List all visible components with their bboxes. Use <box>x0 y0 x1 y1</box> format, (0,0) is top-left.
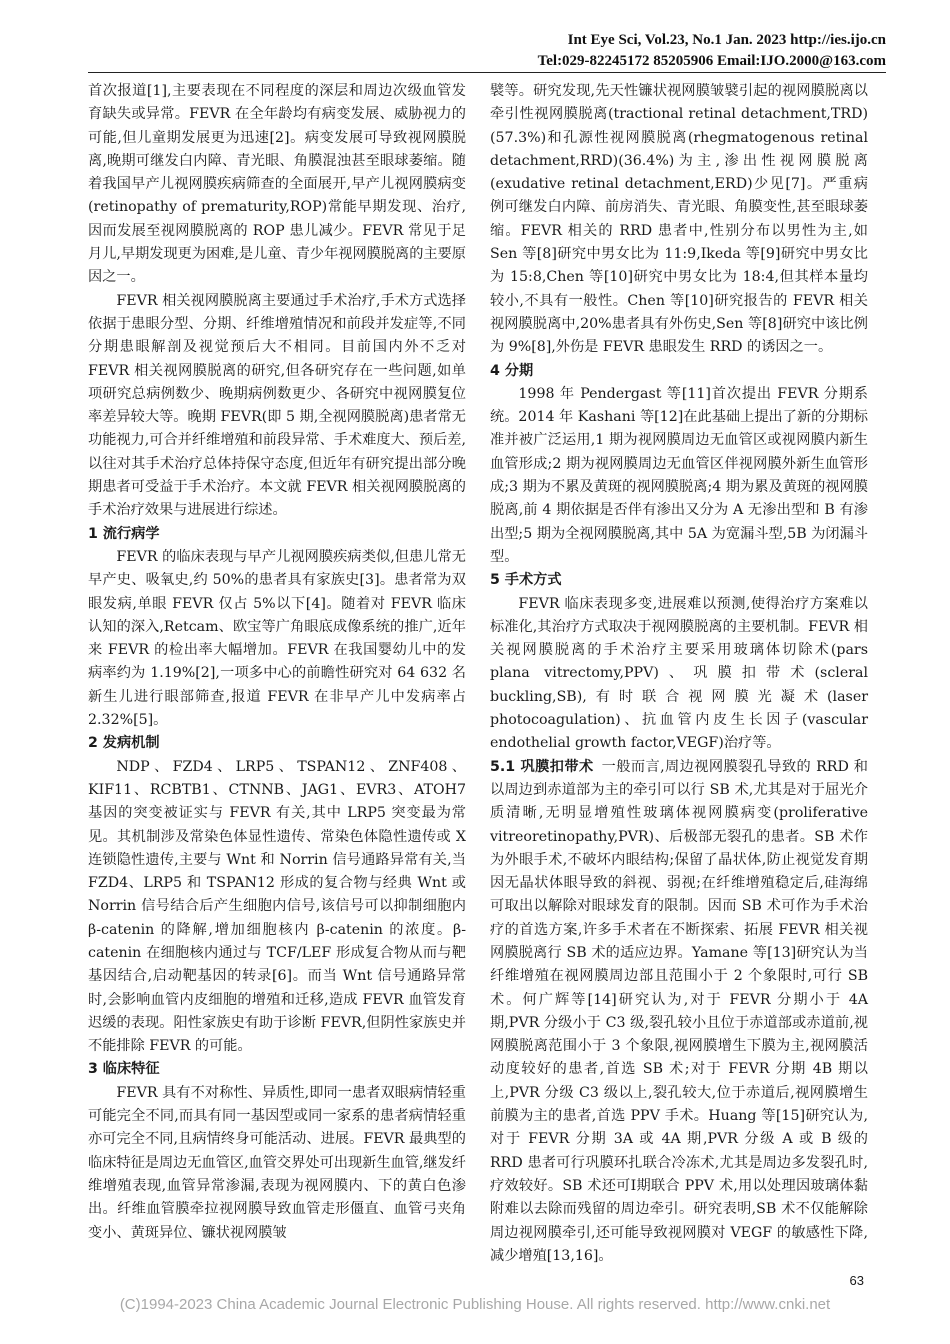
paragraph: FEVR 具有不对称性、异质性,即同一患者双眼病情轻重可能完全不同,而具有同一基因型或同一家系的患者病情轻重亦可完全不同,且病情终身可能活动、进展。FEVR 最典型的临床特征是周边无血管区,血管交界处可出现新生血管,继发纤维增殖表现,血管异常渗漏,表现为视网膜内、下的黄白色渗出。纤维血管膜牵拉视网膜导致血管走形僵直、血管弓夹角变小、黄斑异位、镰状视网膜皱 <box>88 1084 466 1241</box>
copyright-footer: (C)1994-2023 China Academic Journal Electronic Publishing House. All rights reserved. http://www.cnki.net <box>119 1296 831 1313</box>
section-heading: 1 流行病学 <box>88 525 160 542</box>
left-column <box>88 80 466 1245</box>
section-heading: 2 发病机制 <box>88 735 160 752</box>
section-heading: 4 分期 <box>490 362 534 379</box>
running-header <box>538 30 886 72</box>
header-rule <box>88 72 886 73</box>
subsection-heading: 5.1 巩膜扣带术 <box>490 758 594 775</box>
paragraph: 襞等。研究发现,先天性镰状视网膜皱襞引起的视网膜脱离以牵引性视网膜脱离(tractional retinal detachment,TRD)(57.3%)和孔源性视网膜脱离(rhegmatogenous retinal detachment,RRD)(36.4%)为主,渗出性视网膜脱离(exudative retinal detachment,ERD)少见[7]。严重病例可继发白内障、前房消失、青光眼、角膜变性,甚至眼球萎缩。FEVR 相关的 RRD 患者中,性别分布以男性为主,如 Sen 等[8]研究中男女比为 11:9,Ikeda 等[9]研究中男女比为 15:8,Chen 等[10]研究中男女比为 18:4,但其样本量均较小,不具有一般性。Chen 等[10]研究报告的 FEVR 相关视网膜脱离中,20%患者具有外伤史,Sen 等[8]研究中该比例为 9%[8],外伤是 FEVR 患眼发生 RRD 的诱因之一。 <box>490 83 868 356</box>
subsection-text: 一般而言,周边视网膜裂孔导致的 RRD 和以周边到赤道部为主的牵引可以行 SB 术,尤其是对于屈光介质清晰,无明显增殖性玻璃体视网膜病变(proliferative vitreoretinopathy,PVR)、后极部无裂孔的患者。SB 术作为外眼手术,不破坏内眼结构;保留了晶状体,防止视觉发育期因无晶状体眼导致的斜视、弱视;在纤维增殖稳定后,硅海绵可取出以解除对眼球发育的限制。因而 SB 术可作为手术治疗的首选方案,许多手术者在不断探索、拓展 FEVR 相关视网膜脱离行 SB 术的适应边界。Yamane 等[13]研究认为当纤维增殖在视网膜周边部且范围小于 2 个象限时,可行 SB 术。何广辉等[14]研究认为,对于 FEVR 分期小于 4A 期,PVR 分级小于 C3 级,裂孔较小且位于赤道部或赤道前,视网膜脱离范围小于 3 个象限,视网膜增生下膜为主,视网膜活动度较好的患者,首选 SB 术;对于 FEVR 分期 4B 期以上,PVR 分级 C3 级以上,裂孔较大,位于赤道后,视网膜增生前膜为主的患者,首选 PPV 手术。Huang 等[15]研究认为,对于 FEVR 分期 3A 或 4A 期,PVR 分级 A 或 B 级的 RRD 患者可行巩膜环扎联合冷冻术,尤其是周边多发裂孔时,疗效较好。SB 术还可Ⅰ期联合 PPV 术,用以处理因玻璃体黏附难以去除而残留的周边牵引。研究表明,SB 术不仅能解除周边视网膜牵引,还可能导致视网膜对 VEGF 的敏感性下降,减少增殖[13,16]。 <box>490 758 868 1264</box>
paragraph: 1998 年 Pendergast 等[11]首次提出 FEVR 分期系统。2014 年 Kashani 等[12]在此基础上提出了新的分期标准并被广泛运用,1 期为视网膜周边无血管区或视网膜内新生血管形成;2 期为视网膜周边无血管区伴视网膜外新生血管形成;3 期为不累及黄斑的视网膜脱离;4 期为累及黄斑的视网膜脱离,前 4 期依据是否伴有渗出又分为 A 无渗出型和 B 有渗出型;5 期为全视网膜脱离,其中 5A 为宽漏斗型,5B 为闭漏斗型。 <box>490 385 868 565</box>
header-contact-line: Tel:029-82245172 85205906 Email:IJO.2000@163.com <box>537 53 886 69</box>
header-journal-line: Int Eye Sci, Vol.23, No.1 Jan. 2023 http://ies.ijo.cn <box>567 32 886 48</box>
right-column <box>490 80 868 1268</box>
paragraph: FEVR 的临床表现与早产儿视网膜疾病类似,但患儿常无早产史、吸氧史,约 50%的患者具有家族史[3]。患者常为双眼发病,单眼 FEVR 仅占 5%以下[4]。随着对 FEVR 临床认知的深入,Retcam、欧宝等广角眼底成像系统的推广,近年来 FEVR 的检出率大幅增加。FEVR 在我国婴幼儿中的发病率约为 1.19%[2],一项多中心的前瞻性研究对 64 632 名新生儿进行眼部筛查,报道 FEVR 在非早产儿中发病率占 2.32%[5]。 <box>88 548 466 729</box>
page-number: 63 <box>849 1273 864 1288</box>
section-heading: 5 手术方式 <box>490 572 562 589</box>
section-heading: 3 临床特征 <box>88 1061 160 1078</box>
paragraph: 首次报道[1],主要表现在不同程度的深层和周边次级血管发育缺失或异常。FEVR 在全年龄均有病变发展、威胁视力的可能,但儿童期发展更为迅速[2]。病变发展可导致视网膜脱离,晚期可继发白内障、青光眼、角膜混浊甚至眼球萎缩。随着我国早产儿视网膜疾病筛查的全面展开,早产儿视网膜病变(retinopathy of prematurity,ROP)常能早期发现、治疗,因而发展至视网膜脱离的 ROP 患儿减少。FEVR 常见于足月儿,早期发现更为困难,是儿童、青少年视网膜脱离的主要原因之一。 <box>88 83 466 286</box>
paragraph: FEVR 临床表现多变,进展难以预测,使得治疗方案难以标准化,其治疗方式取决于视网膜脱离的主要机制。FEVR 相关视网膜脱离的手术治疗主要采用玻璃体切除术(pars plana vitrectomy,PPV)、巩膜扣带术(scleral buckling,SB),有时联合视网膜光凝术(laser photocoagulation)、抗血管内皮生长因子(vascular endothelial growth factor,VEGF)治疗等。 <box>490 595 868 752</box>
paragraph <box>490 756 868 1269</box>
paragraph: FEVR 相关视网膜脱离主要通过手术治疗,手术方式选择依据于患眼分型、分期、纤维增殖情况和前段并发症等,不同分期患眼解剖及视觉预后大不相同。目前国内外不乏对 FEVR 相关视网膜脱离的研究,但各研究存在一些问题,如单项研究总病例数少、晚期病例数更少、各研究中视网膜复位率差异较大等。晚期 FEVR(即 5 期,全视网膜脱离)患者常无功能视力,可合并纤维增殖和前段异常、手术难度大、预后差,以往对其手术治疗总体持保守态度,但近年有研究提出部分晚期患者可受益于手术治疗。本文就 FEVR 相关视网膜脱离的手术治疗效果与进展进行综述。 <box>88 292 466 519</box>
paragraph: NDP、FZD4、LRP5、TSPAN12、ZNF408、KIF11、RCBTB1、CTNNB、JAG1、EVR3、ATOH7 基因的突变被证实与 FEVR 有关,其中 LRP5 突变最为常见。其机制涉及常染色体显性遗传、常染色体隐性遗传或 X 连锁隐性遗传,主要与 Wnt 和 Norrin 信号通路异常有关,当 FZD4、LRP5 和 TSPAN12 形成的复合物与经典 Wnt 或 Norrin 信号结合后产生细胞内信号,该信号可以抑制细胞内 β-catenin 的降解,增加细胞核内 β-catenin 的浓度。β-catenin 在细胞核内通过与 TCF/LEF 形成复合物从而与靶基因结合,启动靶基因的转录[6]。而当 Wnt 信号通路异常时,会影响血管内皮细胞的增殖和迁移,造成 FEVR 血管发育迟缓的表现。阳性家族史有助于诊断 FEVR,但阴性家族史并不能排除 FEVR 的可能。 <box>88 758 466 1055</box>
